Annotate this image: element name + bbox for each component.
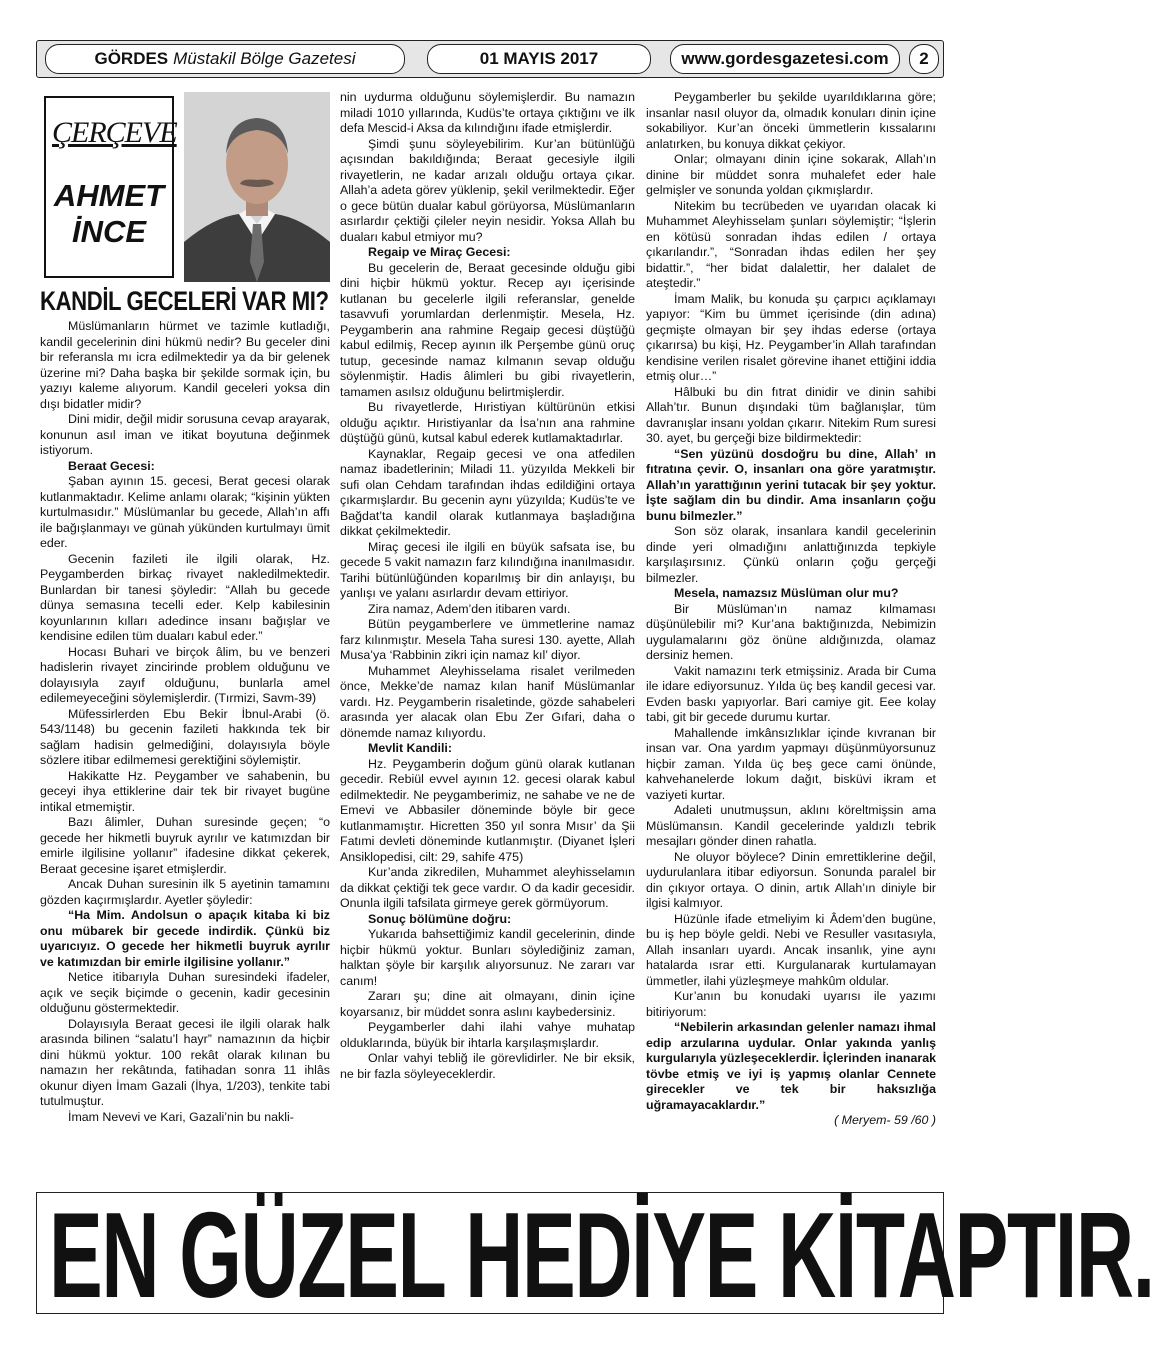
author-name [48, 178, 170, 250]
article-column-1 [40, 319, 330, 1125]
paragraph: Bu gecelerin de, Beraat gecesinde olduğu gibi dini hiçbir hükmü yoktur. Recep ayı içerisinde kutlanan bu gecelerle ilgili referanslar, genelde tasavvufi yorumlardan derlenmiştir. Mesela, Hz. Peygamberin ana rahmine Regaip gecesi düştüğü kabul edilmiş, Recep ayının ilk Perşembe günü oruç tutup, gecesinde namaz kılmanın sevap olduğu söylenmiştir. Hadis âlimleri bu gibi rivayetlerin, tamamen asılsız olduğunu belirtmişlerdir. [340, 260, 635, 399]
quote-meryem: “Nebilerin arkasından gelenler namazı ihmal edip arzularına uydular. Onlar yakında yanlış kurgularıyla yüzleşeceklerdir. İçlerinden inanarak tövbe etmiş ve iyi iş yapmış olanlar Cennete girecekler ve tek bir haksızlığa uğramayacaklardır.” [646, 1020, 936, 1112]
paragraph: Dolayısıyla Beraat gecesi ile ilgili olarak halk arasında bilinen “salatu’l hayr” namazının da hiçbir dini hükmü yoktur. 100 rekât olarak kılınan bu namazın her rekâtında, fatihadan sonra 11 ihlâs okunur diyen İmam Gazali (İhya, 1/203), tenkite tabi tutulmuştur. [40, 1016, 330, 1108]
issue-date: 01 MAYIS 2017 [427, 44, 651, 74]
paragraph: Onlar; olmayanı dinin içine sokarak, Allah’ın dinine bir müddet sonra muhalefet eder hale gelmişler ve sonunda yoldan çıkmışlardır. [646, 152, 936, 197]
newspaper-name: GÖRDES [94, 49, 169, 68]
subheading-regaip: Regaip ve Miraç Gecesi: [368, 245, 511, 259]
paragraph: Adaleti unutmuşsun, aklını köreltmişsin ama Müslümansın. Kandil gecelerinde yaldızlı tebrik mesajları gönder dinen rahatla. [646, 803, 936, 848]
paragraph: Şimdi şunu söyleyebilirim. Kur’an bütünlüğü açısından bakıldığında; Beraat gecesiyle ilgili rivayetlerin, ne kadar arızalı olduğu ortaya çıkar. Allah’a adeta görev yüklenip, şekil verilmektedir. Eğer o gece bütün dualar kabul görüyorsa, Müslümanların asırlardır çektiği çileler neyin nesidir. Yoksa Allah bu duaları kabul etmiyor mu? [340, 136, 635, 244]
paragraph: Bu rivayetlerde, Hıristiyan kültürünün etkisi olduğu açıktır. Hıristiyanlar da İsa’nın ana rahmine düştüğü günü, kutsal kabul ederek kutlamaktadırlar. [340, 400, 635, 445]
quote-duhan: “Ha Mim. Andolsun o apaçık kitaba ki biz onu mübarek bir gecede indirdik. Çünkü biz uyarıcıyız. O gecede her hikmetli buyruk ayrılır ve katımızdan bir emirle ilgilisine yollanır.” [40, 908, 330, 969]
newspaper-name-pill [45, 44, 405, 74]
paragraph: İmam Nevevi ve Kari, Gazali’nin bu nakli- [68, 1109, 294, 1124]
paragraph: Hocası Buhari ve birçok âlim, bu ve benzeri hadislerin rivayet zincirinde problem olduğunu ve dolayısıyla zayıf olduğunu, bunlarla amel edilemeyeceğini söylemişlerdir. (Tırmizi, Savm-39) [40, 644, 330, 705]
subheading-mevlit: Mevlit Kandili: [368, 741, 452, 755]
paragraph: Şaban ayının 15. gecesi, Berat gecesi olarak kutlanmaktadır. Kelime anlamı olarak; “kişinin yükten kurtulmasıdır.” Müslümanlar bu gecede, Allah’ın affı ile bağışlanmayı ve günah yükünden kurtulmayı ümit eder. [40, 474, 330, 550]
paragraph: Bir Müslüman’ın namaz kılmaması düşünülebilir mi? Kur’ana baktığınızda, Nebimizin uygulamalarını göz önüne aldığınızda, olamaz dersiniz hemen. [646, 601, 936, 662]
paragraph: Zira namaz, Adem’den itibaren vardı. [368, 601, 571, 616]
author-first-name: AHMET [53, 178, 165, 213]
paragraph: Muhammet Aleyhisselama risalet verilmeden önce, Mekke’de namaz kılan hanif Müslümanlar vardı. Hz. Peygamberin risaletinde, gözde sahabeleri arasında yer alacak olan Ebu Zer Gıfari, daha o dönemde namaz kılıyordu. [340, 663, 635, 740]
paragraph: Dini midir, değil midir sorusuna cevap arayarak, konunun asıl iman ve itikat boyutuna değinmek istiyorum. [40, 412, 330, 457]
paragraph: Bütün peygamberlere ve ümmetlerine namaz farz kılınmıştır. Mesela Taha suresi 130. ayette, Allah Musa’ya ‘Rabbinin zikri için namaz kıl’ diyor. [340, 617, 635, 662]
page-number: 2 [909, 44, 939, 74]
website-link[interactable]: www.gordesgazetesi.com [670, 44, 900, 74]
paragraph: Ne oluyor böylece? Dinin emrettiklerine değil, uydurulanlara itibar ediyorsun. Sonunda paralel bir din çıkıyor ortaya. O dinin, artık Allah’ın diniyle bir ilgisi kalmıyor. [646, 849, 936, 910]
paragraph: Kur’anın bu konudaki uyarısı ile yazımı bitiriyorum: [646, 989, 936, 1019]
paragraph: Son söz olarak, insanlara kandil gecelerinin dinde yeri olmadığını anlattığınızda tepkiyle karşılaşırsınız. Çünkü onların çoğu gerçeği bilmezler. [646, 524, 936, 585]
paragraph: Kur’anda zikredilen, Muhammet aleyhisselamın da dikkat çektiği tek gece vardır. O da kadir gecesidir. Onunla ilgili tafsilata girmeye gerek görmüyorum. [340, 865, 635, 910]
article-headline: KANDİL GECELERİ VAR MI? [40, 286, 329, 316]
paragraph: Müfessirlerden Ebu Bekir İbnul-Arabi (ö. 543/1148) bu gecenin fazileti hakkında tek bir sağlam hadisin gelmediğini, dolayısıyla böyle sözlere itibar edilmemesi gerektiğini söylemiştir. [40, 706, 330, 767]
footer-slogan-box [36, 1187, 1154, 1323]
paragraph: Hâlbuki bu din fıtrat dinidir ve dinin sahibi Allah’tır. Bunun dışındaki tüm bağlanışlar, tüm davranışlar insanı yoldan çıkarır. Nitekim Rum suresi 30. ayet, bu gerçeği bize bildirmektedir: [646, 384, 936, 445]
paragraph: Hz. Peygamberin doğum günü olarak kutlanan gecedir. Rebiül evvel ayının 12. gecesi olarak kabul edilmektedir. Ne peygamberimiz, ne sahabe ve ne de Emevi ve Abbasiler döneminde böyle bir gece kutlanmamıştır. Hicretten 350 yıl sonra Mısır’ da Şii Fatımi devleti döneminde kutlanmıştır. (Diyanet İşleri Ansiklopedisi, cilt: 29, sahife 475) [340, 756, 635, 864]
author-last-name: İNCE [71, 214, 147, 249]
paragraph: Miraç gecesi ile ilgili en büyük safsata ise, bu gecede 5 vakit namazın farz kılındığına inanılmasıdır. Tarihi bütünlüğünden koparılmış bir din anlayışı, bu yanlışı ve yalanı asırlardır devam ettiriyor. [340, 539, 635, 600]
paragraph: Gecenin fazileti ile ilgili olarak, Hz. Peygamberden birkaç rivayet nakledilmektedir. Bunlardan bir tanesi şöyledir: “Allah bu gecede dünya semasına tecelli eder. Kelp kabilesinin koyunlarının kılları adedince insanı bağışlar ve kendisine edilen tüm duaları kabul eder.” [40, 551, 330, 643]
paragraph: Hakikatte Hz. Peygamber ve sahabenin, bu geceyi ihya ettiklerine dair tek bir rivayet bugüne intikal etmemiştir. [40, 768, 330, 814]
paragraph: Vakit namazını terk etmişsiniz. Arada bir Cuma ile idare ediyorsunuz. Yılda üç beş kandil gecesi var. Evden baskı yapıyorlar. Bari camiye git. Eee kolay tabi, git bir gecede durumu kurtar. [646, 663, 936, 724]
paragraph: Nitekim bu tecrübeden ve uyarıdan olacak ki Muhammet Aleyhisselam şunları söylemiştir; “İşlerin en kötüsü sonradan ihdas edilen / ortaya çıkarılandır.”, “Sonradan ihdas edilen her şey bidattir.”, “her bidat dalalettir, her dalalet de ateştedir.” [646, 198, 936, 290]
author-photo [184, 92, 330, 282]
paragraph: Bazı âlimler, Duhan suresinde geçen; “o gecede her hikmetli buyruk ayrılır ve katımızdan bir emirle ilgilisine yollanır” ifadesine dikkat çekerek, Beraat gecesine işaret etmişlerdir. [40, 815, 330, 876]
newspaper-tagline: Müstakil Bölge Gazetesi [173, 49, 356, 68]
column-name: ÇERÇEVE [52, 116, 177, 149]
paragraph: nin uydurma olduğunu söylemişlerdir. Bu namazın miladi 1010 yıllarında, Kudüs’te ortaya çıktığını ve ilk defa Mescid-i Aksa da kılındığını ifade etmişlerdir. [340, 90, 635, 135]
paragraph: Hüzünle ifade etmeliyim ki Âdem’den bugüne, bu iş hep böyle geldi. Nebi ve Resuller vasıtasıyla, Allah insanları uyardı. Ancak insanlık, yine aynı hatalarda ısrar etti. Kurgulanarak kurtulamayan ümmetler, ilahi yüzleşmeye mahkûm oldular. [646, 911, 936, 988]
paragraph: Müslümanların hürmet ve tazimle kutladığı, kandil gecelerinin dini hükmü nedir? Bu geceler dini bir referansla mı icra edilmektedir ya da bir gelenek üzerine mi? Daha başka bir şekilde sormak için, bu yazıyı kaleme alıyorum. Kandil geceleri yoksa din dışı bidatler midir? [40, 319, 330, 411]
subheading-namaz: Mesela, namazsız Müslüman olur mu? [674, 586, 899, 600]
paragraph: Yukarıda bahsettiğimiz kandil gecelerinin, dinde hiçbir hükmü yoktur. Bunları söylediğiniz zaman, halktan şöyle bir karşılık alıyorsunuz. Ne zararı var canım! [340, 927, 635, 988]
author-portrait-image [184, 92, 330, 282]
article-column-3 [646, 90, 936, 1129]
paragraph: Peygamberler bu şekilde uyarıldıklarına göre; insanlar nasıl oluyor da, olmadık konuları dinin içine sokabiliyor. Kur’an önceki ümmetlerin kıssalarını anlatırken, bu konuya dikkat çekiyor. [646, 90, 936, 151]
paragraph: Kaynaklar, Regaip gecesi ve ona atfedilen namaz ibadetlerinin; Miladi 11. yüzyılda Mekkeli bir sufi olan Cehdam tarafından ihdas edildiğini ortaya çıkarmışlardır. Bu gecenin aynı yüzyılda; Kudüs’te ve Bağdat’ta kandil olarak kutlanmaya başladığına dikkat çekilmektedir. [340, 446, 635, 538]
paragraph: Ancak Duhan suresinin ilk 5 ayetinin tamamını gözden kaçırmışlardır. Ayetler şöyledir: [40, 877, 330, 907]
author-box [40, 92, 330, 282]
page-header [36, 40, 944, 78]
quote-reference: ( Meryem- 59 /60 ) [834, 1113, 936, 1127]
footer-slogan: EN GÜZEL HEDİYE KİTAPTIR. [49, 1187, 1154, 1323]
paragraph: Zararı şu; dine ait olmayanı, dinin içine koyarsanız, bir müddet sonra aslını kaybedersiniz. [340, 989, 635, 1019]
subheading-beraat: Beraat Gecesi: [68, 458, 155, 473]
column-frame [44, 96, 177, 278]
paragraph: Netice itibarıyla Duhan suresindeki ifadeler, açık ve seçik biçimde o gecenin, kadir gecesinin olduğunu göstermektedir. [40, 970, 330, 1015]
subheading-sonuc: Sonuç bölümüne doğru: [368, 911, 512, 926]
paragraph: Onlar vahyi tebliğ ile görevlidirler. Ne bir eksik, ne bir fazla söyleyeceklerdir. [340, 1051, 635, 1081]
quote-rum: “Sen yüzünü dosdoğru bu dine, Allah’ ın fıtratına çevir. O, insanları ona göre yaratmıştır. Allah’ın yarattığının yerini tutacak bir şey yoktur. İşte sağlam din bu dindir. Ama insanların çoğu bunu bilmezler.” [646, 446, 936, 523]
paragraph: Peygamberler dahi ilahi vahye muhatap olduklarında, büyük bir ihtarla karşılaşmışlardır. [340, 1020, 635, 1050]
paragraph: İmam Malik, bu konuda şu çarpıcı açıklamayı yapıyor: “Kim bu ümmet içerisinde (din adına) geçmişte olmayan bir şey ihdas ederse (ortaya çıkarırsa) bu kişi, Hz. Peygamber’in Allah tarafından kendisine verilen risalet görevine ihanet ettiğini iddia etmiş olur…” [646, 291, 936, 383]
article-column-2 [340, 90, 635, 1082]
paragraph: Mahallende imkânsızlıklar içinde kıvranan bir insan var. Ona yardım yapmayı düşünmüyorsunuz hiçbir zaman. Yılda üç beş gece cami önünde, kahvehanelerde lokum dağıt, bisküvi ikram et vaziyeti kurtar. [646, 725, 936, 802]
